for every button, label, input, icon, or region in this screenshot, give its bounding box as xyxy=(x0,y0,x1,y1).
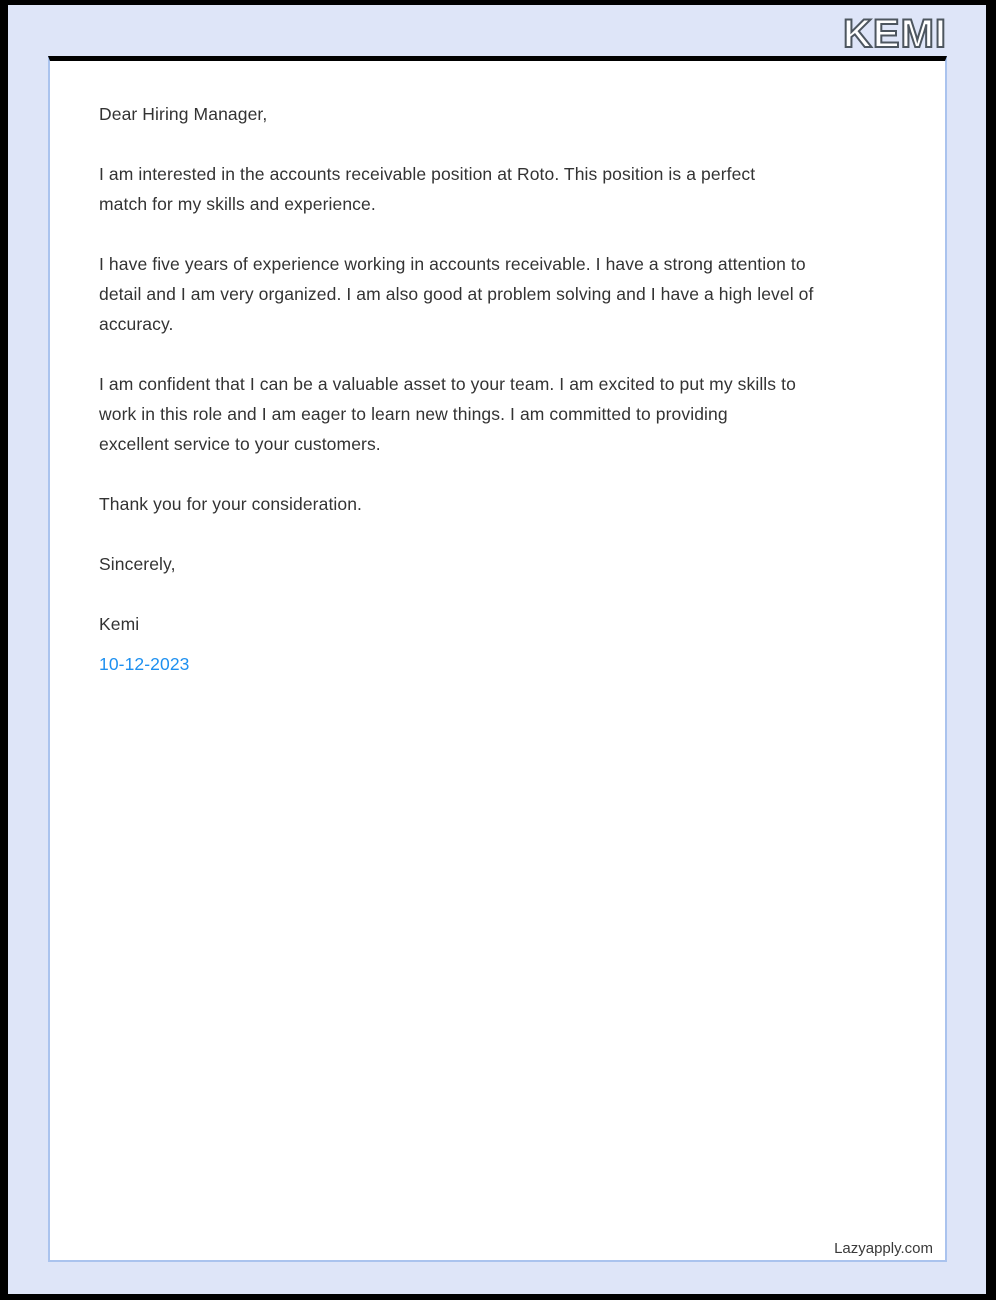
letter-date[interactable]: 10-12-2023 xyxy=(99,654,190,674)
signature-name: Kemi xyxy=(99,614,140,634)
closing-sincerely: Sincerely, xyxy=(99,554,176,574)
paragraph-confidence: I am confident that I can be a valuable asset to your team. I am excited to put my skills to work in this role and I am eager to learn new things. I am committed to providing excellent service to your customers. xyxy=(99,374,796,454)
paragraph-intro: I am interested in the accounts receivable position at Roto. This position is a perfect match for my skills and experience. xyxy=(99,164,756,214)
letter-body xyxy=(99,99,896,679)
paragraph-experience: I have five years of experience working in accounts receivable. I have a strong attention to detail and I am very organized. I am also good at problem solving and I have a high level of accuracy. xyxy=(99,254,814,334)
letter-panel xyxy=(48,56,947,1262)
salutation: Dear Hiring Manager, xyxy=(99,104,268,124)
lazyapply-watermark: Lazyapply.com xyxy=(834,1240,933,1257)
page-header xyxy=(8,5,986,56)
closing-thanks: Thank you for your consideration. xyxy=(99,494,363,514)
kemi-logo: KEMI xyxy=(843,12,947,56)
